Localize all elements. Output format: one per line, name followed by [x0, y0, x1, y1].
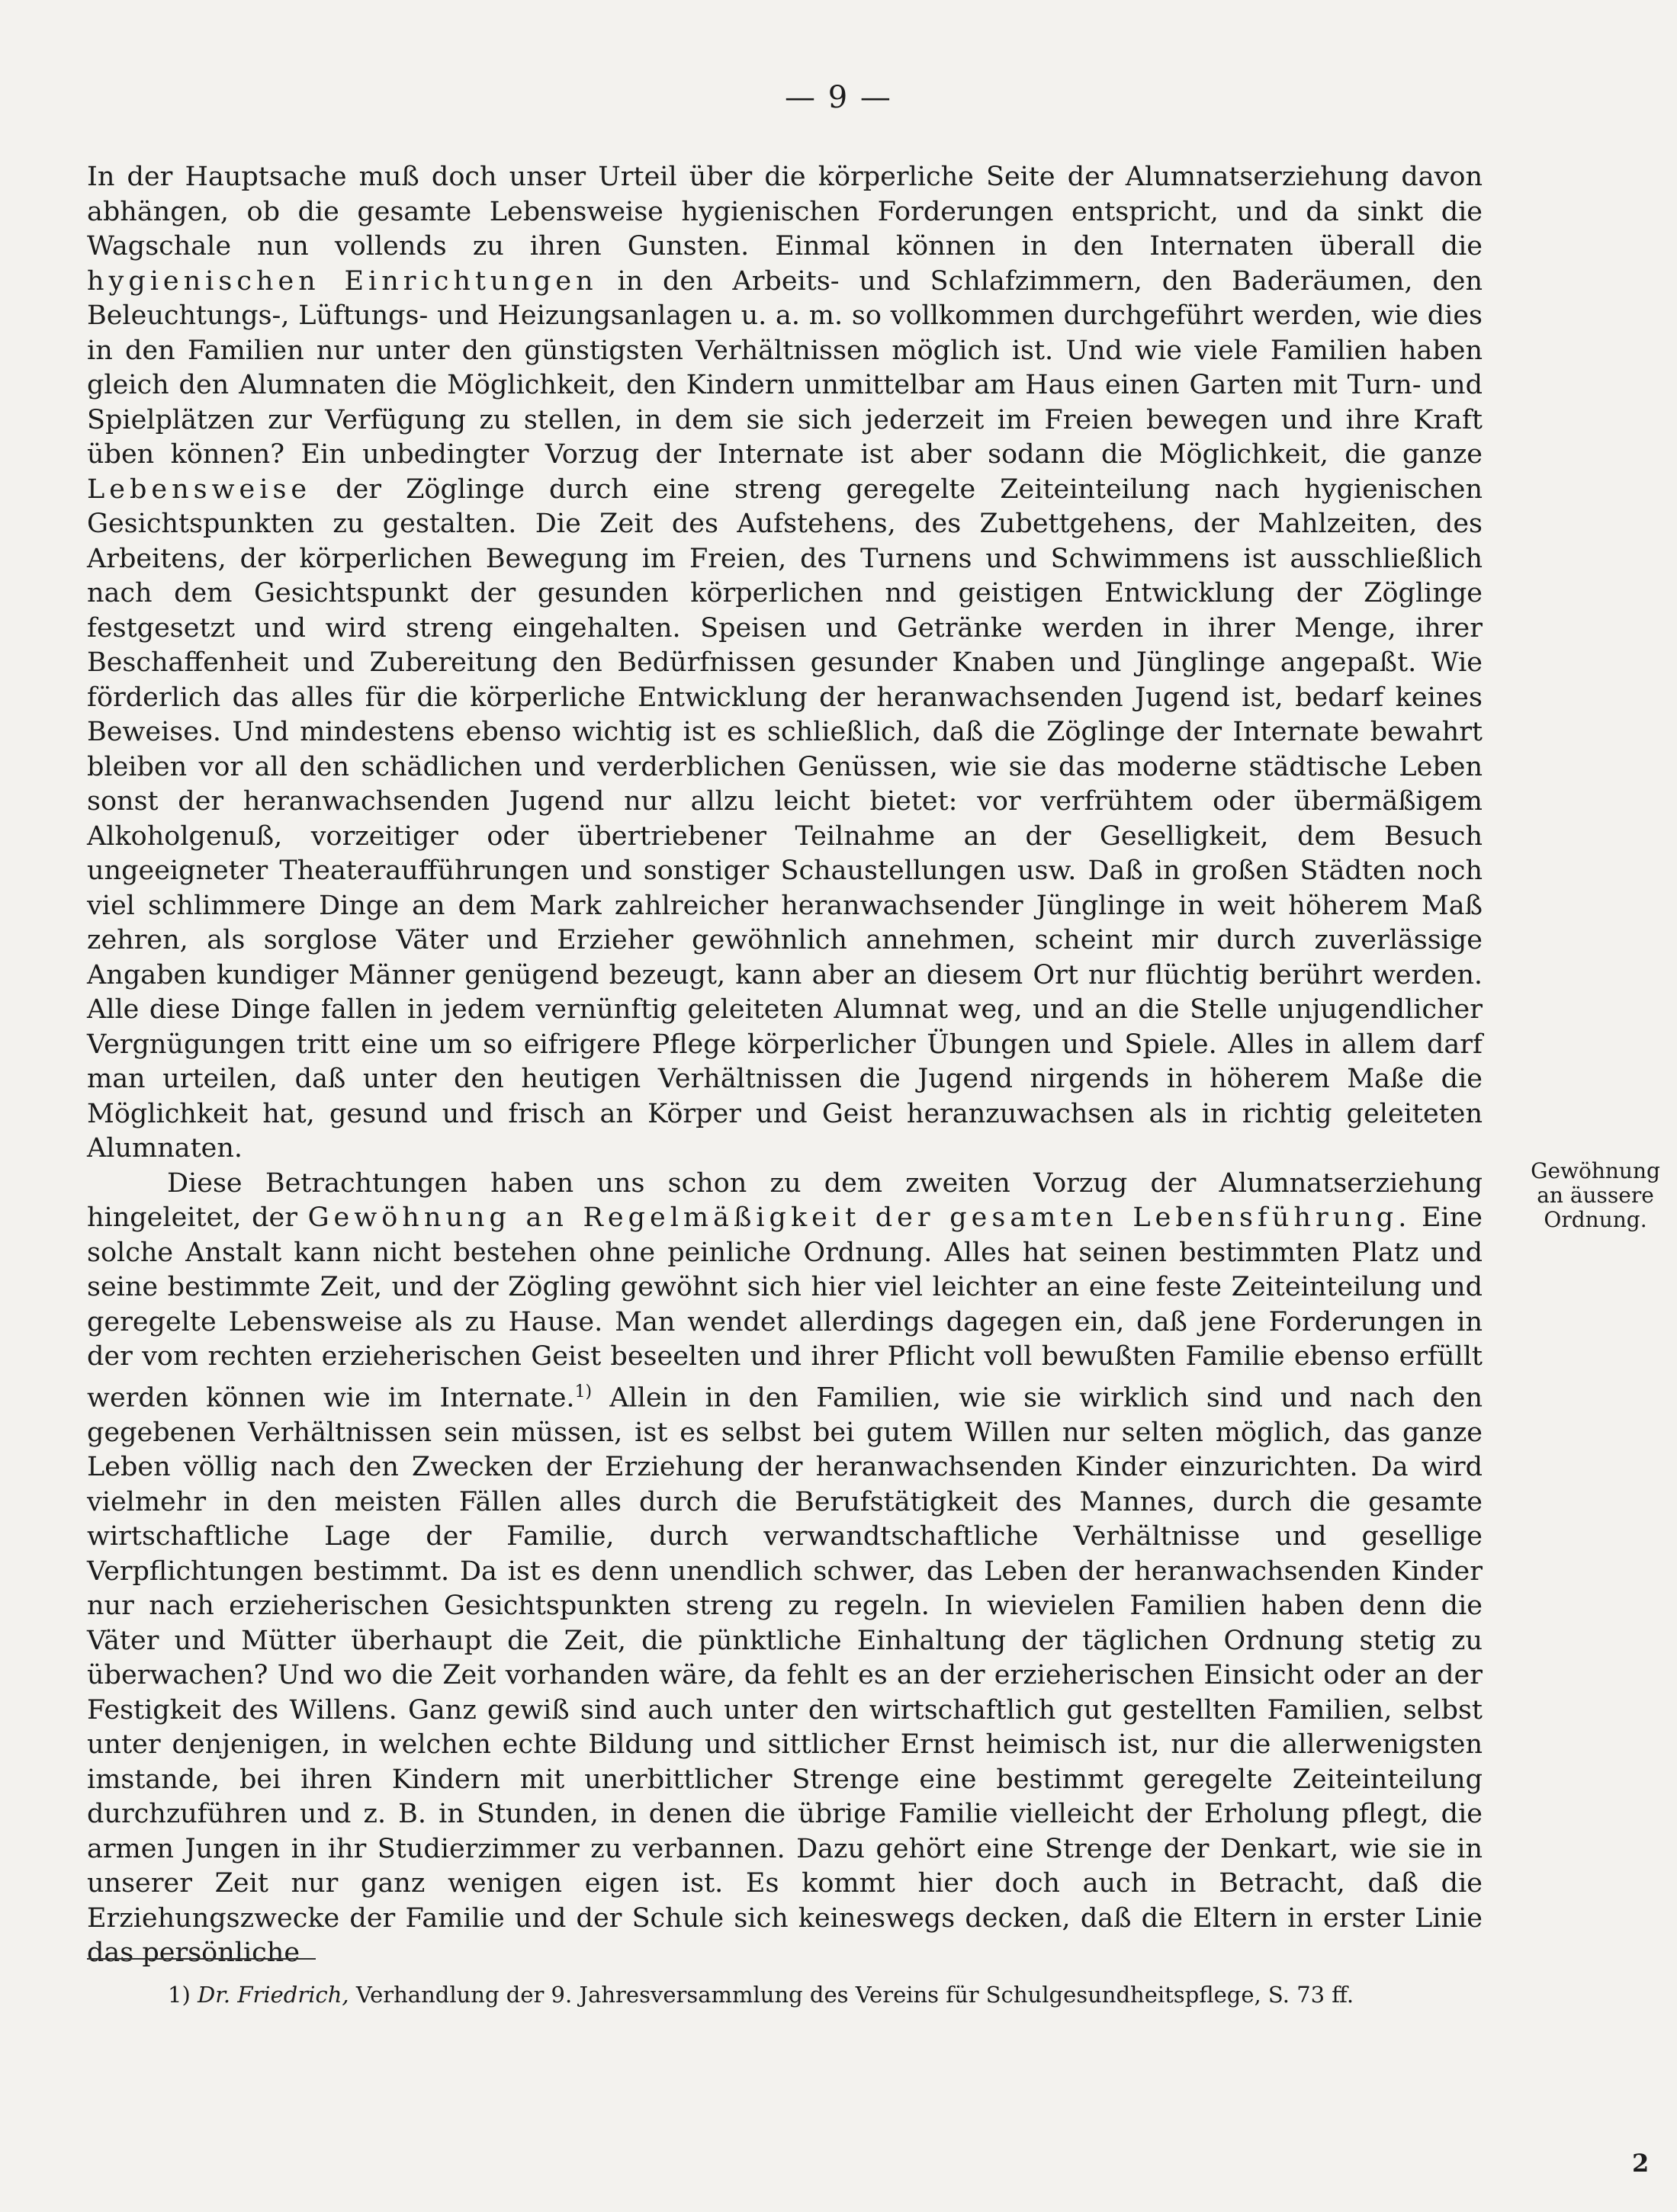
paragraph-2-part-1: Diese Betrachtungen haben uns schon zu dem zweiten Vorzug der Alumnatserziehung hingeleitet, der: [87, 1167, 1483, 1233]
footnote: [168, 1981, 1479, 2008]
paragraph-2-part-2: Eine solche Anstalt kann nicht bestehen ohne peinliche Ordnung. Alles hat seinen bestimmten Platz und seine bestimmte Zeit, und der Zögling gewöhnt sich hier viel leichter an eine feste Zeiteinteilung und geregelte Lebensweise als zu Hause. Man wendet allerdings dagegen ein, daß jene Forderungen in der vom rechten erzieherischen Geist beseelten und ihrer Pflicht voll bewußten Familie ebenso erfüllt werden können wie im Internate.: [87, 1202, 1483, 1414]
footnote-text: Verhandlung der 9. Jahresversammlung des Vereins für Schulgesundheitspflege, S. 73 ff.: [355, 1982, 1354, 2008]
paragraph-2: [87, 1167, 1483, 1971]
page-number: — 9 —: [785, 80, 892, 115]
margin-note-line-2: an äussere: [1537, 1183, 1654, 1208]
emphasis-hygienic-facilities: hygienischen Einrichtungen: [87, 265, 598, 297]
paragraph-1-part-3: der Zöglinge durch eine streng geregelte Zeiteinteilung nach hygienischen Gesichtspunkten zu gestalten. Die Zeit des Aufstehens, des Zubettgehens, der Mahlzeiten, des Arbeitens, der körperlichen Bewegung im Freien, des Turnens und Schwimmens ist ausschließlich nach dem Gesichtspunkt der gesunden körperlichen nnd geistigen Entwicklung der Zöglinge festgesetzt und wird streng eingehalten. Speisen und Getränke werden in ihrer Menge, ihrer Beschaffenheit und Zubereitung den Bedürfnissen gesunder Knaben und Jünglinge angepaßt. Wie förderlich das alles für die körperliche Entwicklung der heranwachsenden Jugend ist, bedarf keines Beweises. Und mindestens ebenso wichtig ist es schließlich, daß die Zöglinge der Internate bewahrt bleiben vor all den schädlichen und verderblichen Genüssen, wie sie das moderne städtische Leben sonst der heranwachsenden Jugend nur allzu leicht bietet: vor verfrühtem oder übermäßigem Alkoholgenuß, vorzeitiger oder übertriebener Teilnahme an der Geselligkeit, dem Besuch ungeeigneter Theateraufführungen und sonstiger Schaustellungen usw. Daß in großen Städten noch viel schlimmere Dinge an dem Mark zahlreicher heranwachsender Jünglinge in weit höherem Maß zehren, als sorglose Väter und Erzieher gewöhnlich annehmen, scheint mir durch zuverlässige Angaben kundiger Männer genügend bezeugt, kann aber an diesem Ort nur flüchtig berührt werden. Alle diese Dinge fallen in jedem vernünftig geleiteten Alumnat weg, und an die Stelle unjugendlicher Vergnügungen tritt eine um so eifrigere Pflege körperlicher Übungen und Spiele. Alles in allem darf man urteilen, daß unter den heutigen Verhältnissen die Jugend nirgends in höherem Maße die Möglichkeit hat, gesund und frisch an Körper und Geist heranzuwachsen als in richtig geleiteten Alumnaten.: [87, 474, 1483, 1164]
paragraph-1-part-1: In der Hauptsache muß doch unser Urteil über die körperliche Seite der Alumnatserziehung davon abhängen, ob die gesamte Lebensweise hygienischen Forderungen entspricht, und da sinkt die Wagschale nun vollends zu ihren Gunsten. Einmal können in den Internaten überall die: [87, 162, 1483, 262]
margin-note-line-1: Gewöhnung: [1531, 1158, 1660, 1183]
printer-signature-mark: 2: [1632, 2149, 1650, 2178]
main-text: [87, 160, 1483, 1971]
footnote-number: 1): [168, 1982, 191, 2008]
margin-note: [1519, 1159, 1672, 1232]
paragraph-2-part-3: Allein in den Familien, wie sie wirklich sind und nach den gegebenen Verhältnissen sein müssen, ist es selbst bei gutem Willen nur selten möglich, das ganze Leben völlig nach den Zwecken der Erziehung der heranwachsenden Kinder einzurichten. Da wird vielmehr in den meisten Fällen alles durch die Berufstätigkeit des Mannes, durch die gesamte wirtschaftliche Lage der Familie, durch verwandtschaftliche Verhältnisse und gesellige Verpflichtungen bestimmt. Da ist es denn unendlich schwer, das Leben der heranwachsenden Kinder nur nach erzieherischen Gesichtspunkten streng zu regeln. In wievielen Familien haben denn die Väter und Mütter überhaupt die Zeit, die pünktliche Einhaltung der täglichen Ordnung stetig zu überwachen? Und wo die Zeit vorhanden wäre, da fehlt es an der erzieherischen Einsicht oder an der Festigkeit des Willens. Ganz gewiß sind auch unter den wirtschaftlich gut gestellten Familien, selbst unter denjenigen, in welchen echte Bildung und sittlicher Ernst heimisch ist, nur die allerwenigsten imstande, bei ihren Kindern mit unerbittlicher Strenge eine bestimmt geregelte Zeiteinteilung durchzuführen und z. B. in Stunden, in denen die übrige Familie vielleicht der Erholung pflegt, die armen Jungen in ihr Studierzimmer zu verbannen. Dazu gehört eine Strenge der Denkart, wie sie in unserer Zeit nur ganz wenigen eigen ist. Es kommt hier doch auch in Betracht, daß die Erziehungszwecke der Familie und der Schule sich keineswegs decken, daß die Eltern in erster Linie das persönliche: [87, 1382, 1483, 1969]
emphasis-lifestyle: Lebensweise: [87, 474, 312, 505]
margin-note-line-3: Ordnung.: [1544, 1207, 1647, 1232]
paragraph-1: [87, 160, 1483, 1167]
footnote-author: Dr. Friedrich,: [197, 1982, 349, 2008]
paragraph-1-part-2: in den Arbeits- und Schlafzimmern, den Baderäumen, den Beleuchtungs-, Lüftungs- und Heizungsanlagen u. a. m. so vollkommen durchgeführt werden, wie dies in den Familien nur unter den günstigsten Verhältnissen möglich ist. Und wie viele Familien haben gleich den Alumnaten die Möglichkeit, den Kindern unmittelbar am Haus einen Garten mit Turn- und Spielplätzen zur Verfügung zu stellen, in dem sie sich jederzeit im Freien bewegen und ihre Kraft üben können? Ein unbedingter Vorzug der Internate ist aber sodann die Möglichkeit, die ganze: [87, 265, 1483, 470]
emphasis-regularity: Gewöhnung an Regelmäßigkeit der gesamten Lebensführung.: [307, 1202, 1412, 1233]
footnote-separator: [87, 1958, 316, 1960]
footnote-reference[interactable]: 1): [574, 1382, 593, 1401]
